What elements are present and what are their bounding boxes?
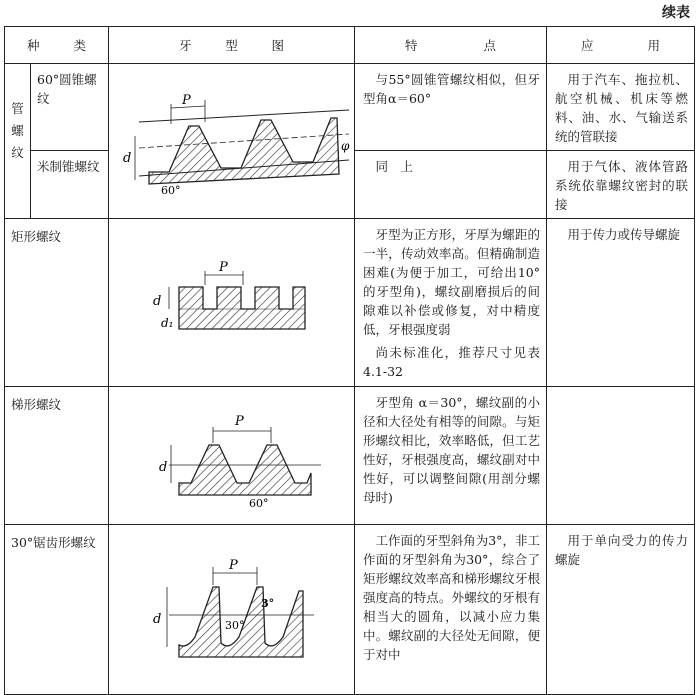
- trapezoidal-thread-application: [547, 387, 695, 525]
- continued-label: 续表: [662, 5, 690, 21]
- rectangular-thread-diagram-cell: [109, 219, 355, 387]
- table-row: [5, 64, 695, 151]
- metric-taper-thread-application: 用于气体、液体管路系统依靠螺纹密封的联接: [547, 151, 695, 219]
- pipe-thread-diagram: [109, 64, 355, 204]
- table-row: [5, 525, 695, 695]
- thread-types-table: [4, 26, 695, 695]
- trap-angle-label: 60°: [249, 497, 269, 510]
- header-profile: 牙 型 图: [109, 27, 355, 64]
- cone-thread-60-application: 用于汽车、拖拉机、航空机械、机床等燃料、油、水、气输送系统的管联接: [547, 64, 695, 151]
- rect-diameter-label: d: [153, 294, 162, 309]
- buttress-thread-application: 用于单向受力的传力螺旋: [547, 525, 695, 695]
- table-row: [5, 387, 695, 525]
- trap-pitch-label: P: [235, 414, 244, 429]
- rectangular-thread-application: 用于传力或传导螺旋: [547, 219, 695, 387]
- trapezoidal-thread-diagram-cell: [109, 387, 355, 525]
- table-row: [5, 219, 695, 387]
- buttress-angle-30-label: 30°: [225, 619, 245, 632]
- header-type: 种 类: [5, 27, 109, 64]
- pipe-thread-diagram-cell: [109, 64, 355, 219]
- header-application: 应 用: [547, 27, 695, 64]
- trap-diameter-label: d: [159, 460, 168, 475]
- trapezoidal-thread-name: 梯形螺纹: [5, 387, 109, 525]
- metric-taper-thread-features: 同 上: [355, 151, 547, 219]
- pipe-thread-group-label: 管 螺 纹: [5, 64, 31, 219]
- buttress-pitch-label: P: [229, 558, 238, 573]
- metric-taper-thread-name: 米制锥螺纹: [31, 151, 109, 219]
- pipe-taper-angle-label: φ: [341, 139, 350, 153]
- pipe-pitch-label: P: [182, 93, 191, 108]
- cone-thread-60-features: 与55°圆锥管螺纹相似，但牙型角α＝60°: [355, 64, 547, 151]
- buttress-angle-3-label: 3°: [261, 597, 275, 610]
- rectangular-thread-features: 牙型为正方形，牙厚为螺距的一半，传动效率高。但精确制造困难(为便于加工，可给出10°的牙型角)，螺纹副磨损后的间隙难以补偿或修复，对中精度低，牙根强度弱 尚未标准化，推荐尺寸见表4.1-32: [355, 219, 547, 387]
- rect-pitch-label: P: [219, 260, 228, 275]
- header-features: 特 点: [355, 27, 547, 64]
- pipe-diameter-label: d: [123, 151, 132, 166]
- buttress-thread-diagram: [109, 525, 355, 685]
- buttress-diameter-label: d: [153, 612, 162, 627]
- buttress-thread-features: 工作面的牙型斜角为3°，非工作面的牙型斜角为30°，综合了矩形螺纹效率高和梯形螺纹牙根强度高的特点。外螺纹的牙根有相当大的圆角，以减小应力集中。螺纹副的大径处无间隙，便于对中: [355, 525, 547, 695]
- trapezoidal-thread-diagram: [109, 387, 355, 517]
- rectangular-thread-name: 矩形螺纹: [5, 219, 109, 387]
- rectangular-thread-diagram: [109, 219, 355, 369]
- buttress-thread-name: 30°锯齿形螺纹: [5, 525, 109, 695]
- table-header-row: [5, 27, 695, 64]
- rect-minor-diameter-label: d₁: [161, 316, 174, 330]
- cone-thread-60-name: 60°圆锥螺纹: [31, 64, 109, 151]
- trapezoidal-thread-features: 牙型角 α＝30°，螺纹副的小径和大径处有相等的间隙。与矩形螺纹相比，效率略低，但工艺性好，牙根强度高，螺纹副对中性好，可以调整间隙(用剖分螺母时): [355, 387, 547, 525]
- pipe-angle-label: 60°: [161, 184, 181, 197]
- buttress-thread-diagram-cell: [109, 525, 355, 695]
